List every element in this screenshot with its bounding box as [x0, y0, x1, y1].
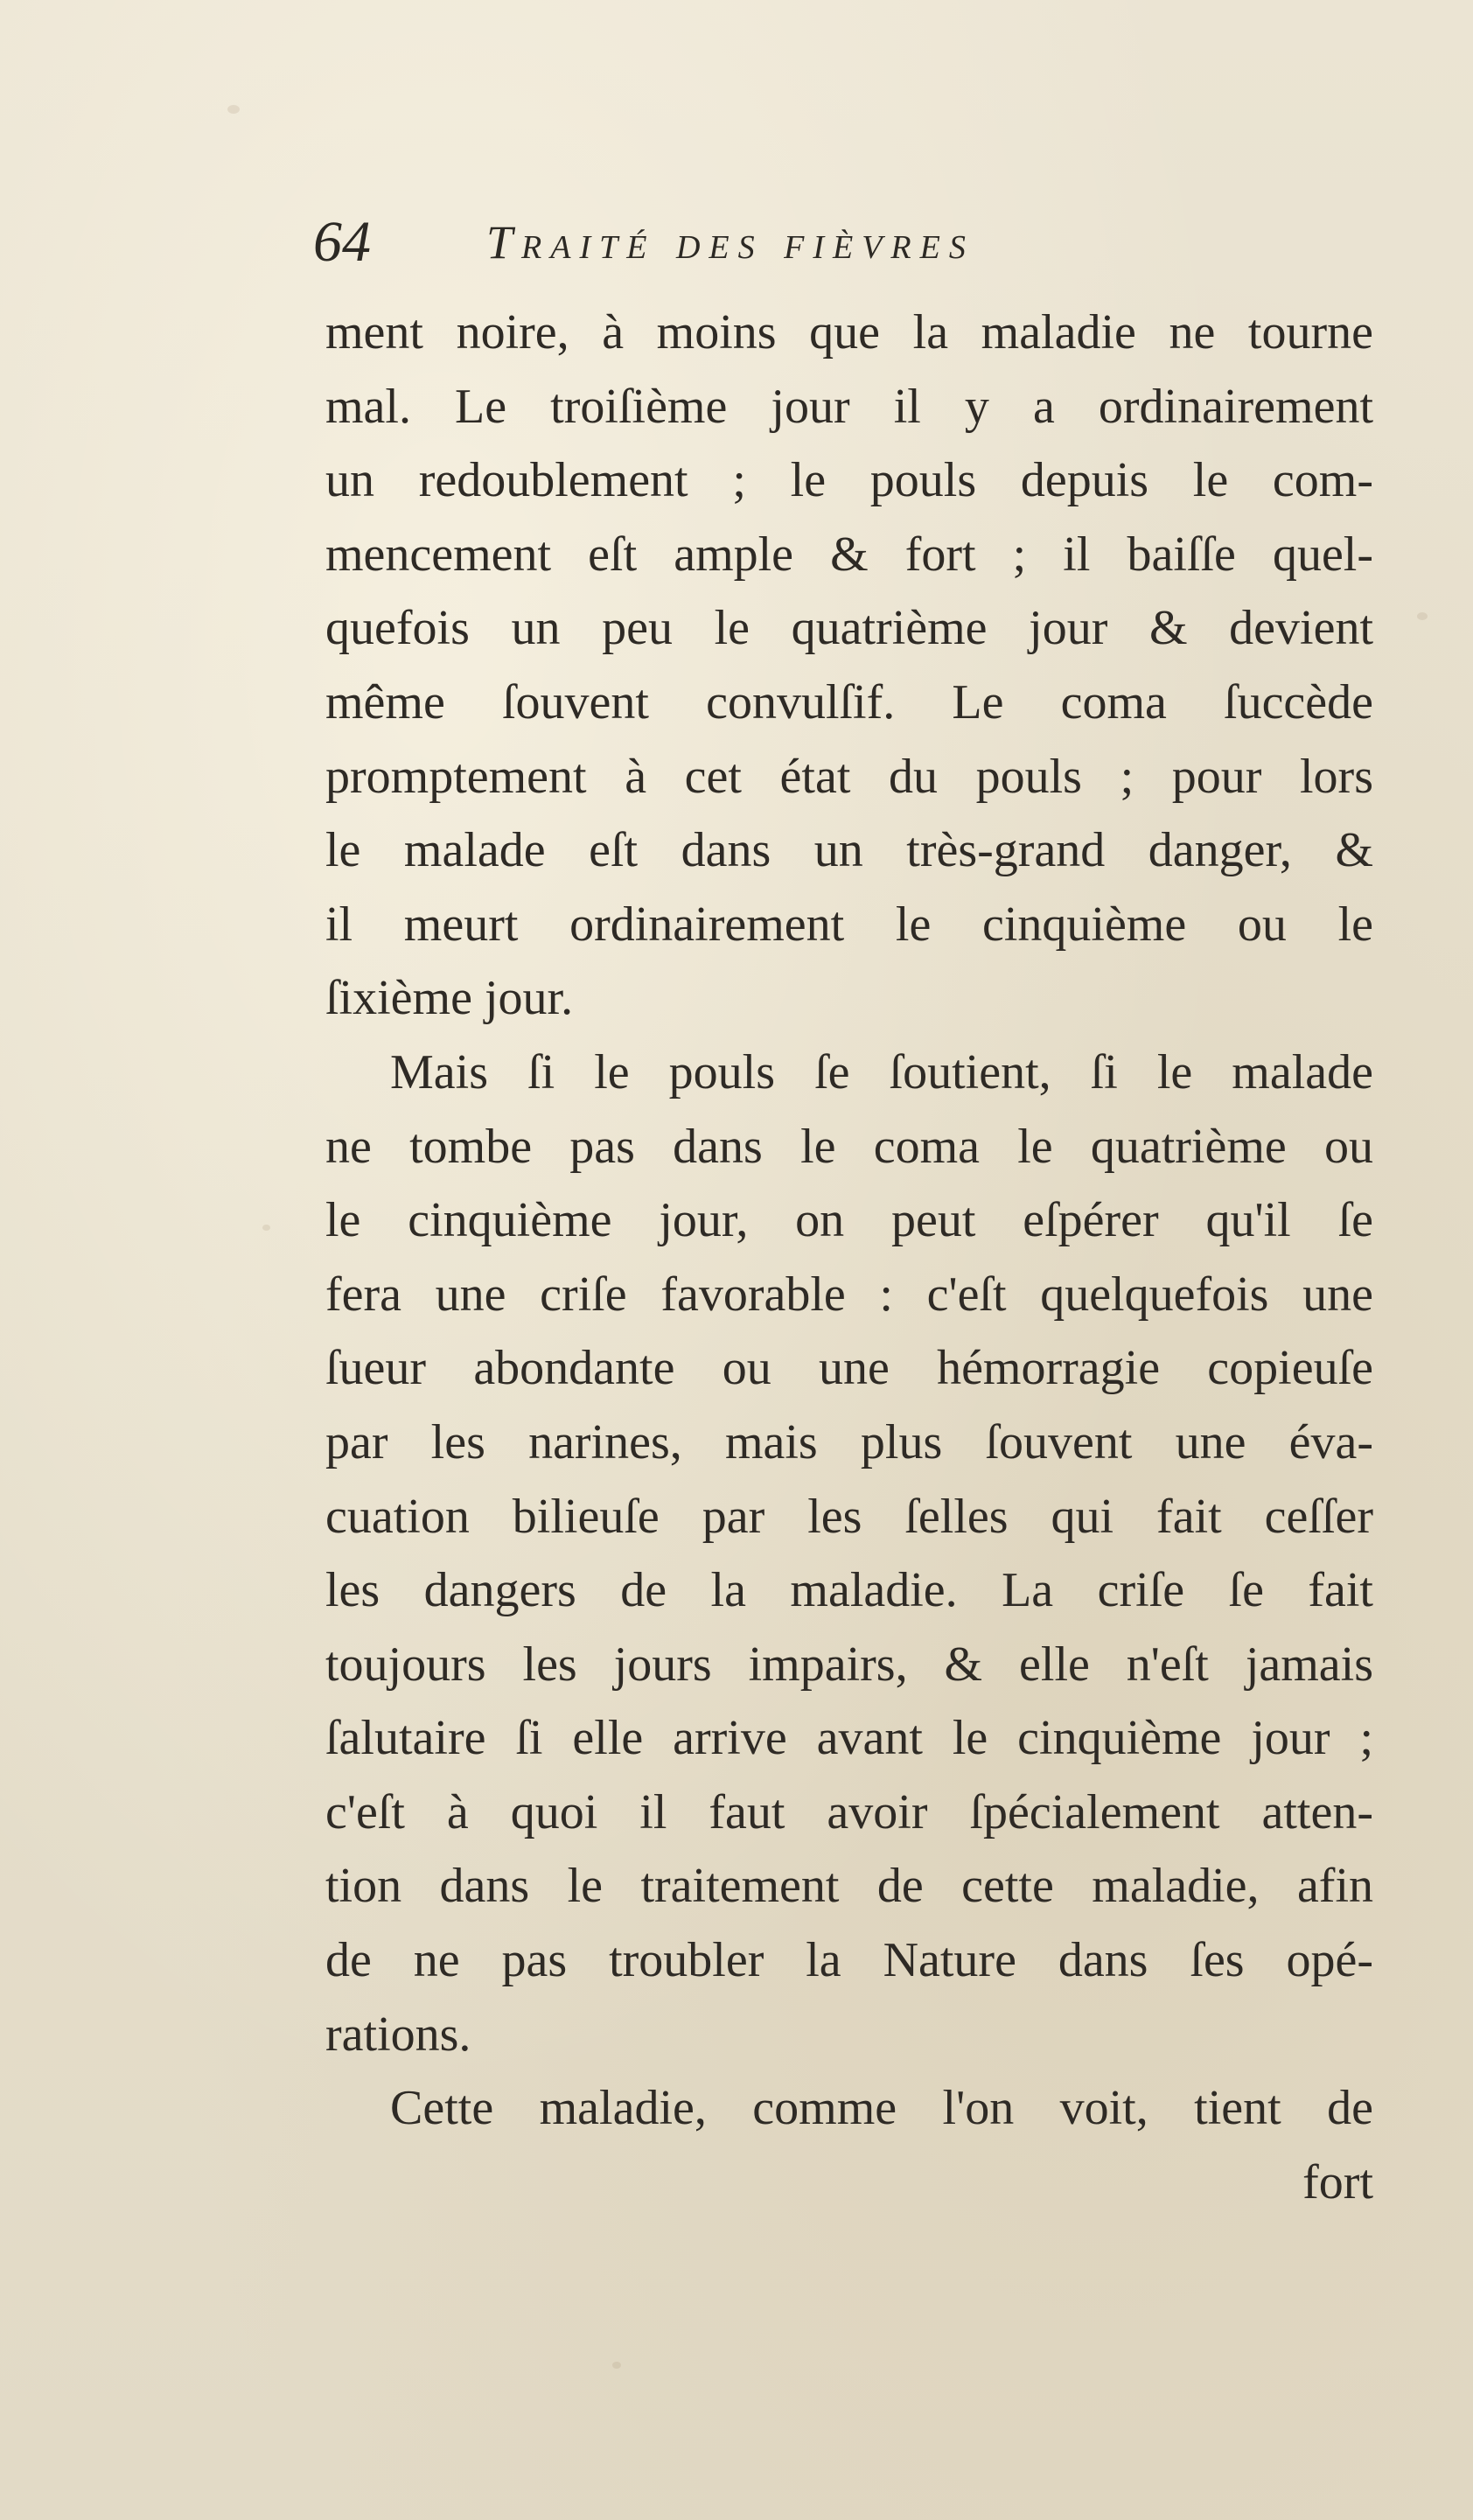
- text-line: ſueur abondante ou une hémorragie copieuſe: [325, 1341, 1373, 1396]
- paper-stain: [227, 105, 240, 114]
- text-line: le cinquième jour, on peut eſpérer qu'il ſe: [325, 1193, 1373, 1248]
- page-number: 64: [313, 210, 371, 274]
- paper-stain: [1417, 612, 1428, 620]
- text-line: ſalutaire ſi elle arrive avant le cinquième jour ;: [325, 1711, 1373, 1766]
- text-line: par les narines, mais plus ſouvent une éva-: [325, 1414, 1373, 1469]
- text-line: de ne pas troubler la Nature dans ſes opé-: [325, 1933, 1373, 1988]
- text-line: cuation bilieuſe par les ſelles qui fait ceſſer: [325, 1489, 1373, 1544]
- text-line: ſixième jour.: [325, 971, 574, 1026]
- text-line: ment noire, à moins que la maladie ne tourne: [325, 305, 1373, 360]
- text-line: les dangers de la maladie. La criſe ſe fait: [325, 1563, 1373, 1618]
- text-line: même ſouvent convulſif. Le coma ſuccède: [325, 674, 1373, 729]
- paper-stain: [612, 2362, 621, 2369]
- catchword: fort: [1302, 2154, 1373, 2209]
- text-line: mal. Le troiſième jour il y a ordinairement: [325, 379, 1373, 434]
- text-line: quefois un peu le quatrième jour & devient: [325, 601, 1373, 656]
- text-line: mencement eſt ample & fort ; il baiſſe quel-: [325, 527, 1373, 582]
- text-line: ne tombe pas dans le coma le quatrième ou: [325, 1119, 1373, 1174]
- text-line: promptement à cet état du pouls ; pour lors: [325, 749, 1373, 804]
- running-head: [313, 203, 1310, 282]
- text-line: Cette maladie, comme l'on voit, tient de: [390, 2081, 1373, 2136]
- text-line: fera une criſe favorable : c'eſt quelquefois une: [325, 1267, 1373, 1322]
- body-text: [325, 296, 1373, 2219]
- running-head-title: Traité des fièvres: [486, 216, 974, 269]
- text-line: toujours les jours impairs, & elle n'eſt jamais: [325, 1637, 1373, 1692]
- text-line: le malade eſt dans un très-grand danger, &: [325, 823, 1373, 878]
- text-line: Mais ſi le pouls ſe ſoutient, ſi le malade: [390, 1044, 1373, 1099]
- text-line: il meurt ordinairement le cinquième ou le: [325, 897, 1373, 952]
- text-line: tion dans le traitement de cette maladie, afin: [325, 1859, 1373, 1914]
- paper-stain: [262, 1225, 270, 1231]
- text-line: rations.: [325, 2007, 471, 2062]
- text-line: un redoublement ; le pouls depuis le com-: [325, 453, 1373, 508]
- text-line: c'eſt à quoi il faut avoir ſpécialement atten-: [325, 1784, 1373, 1839]
